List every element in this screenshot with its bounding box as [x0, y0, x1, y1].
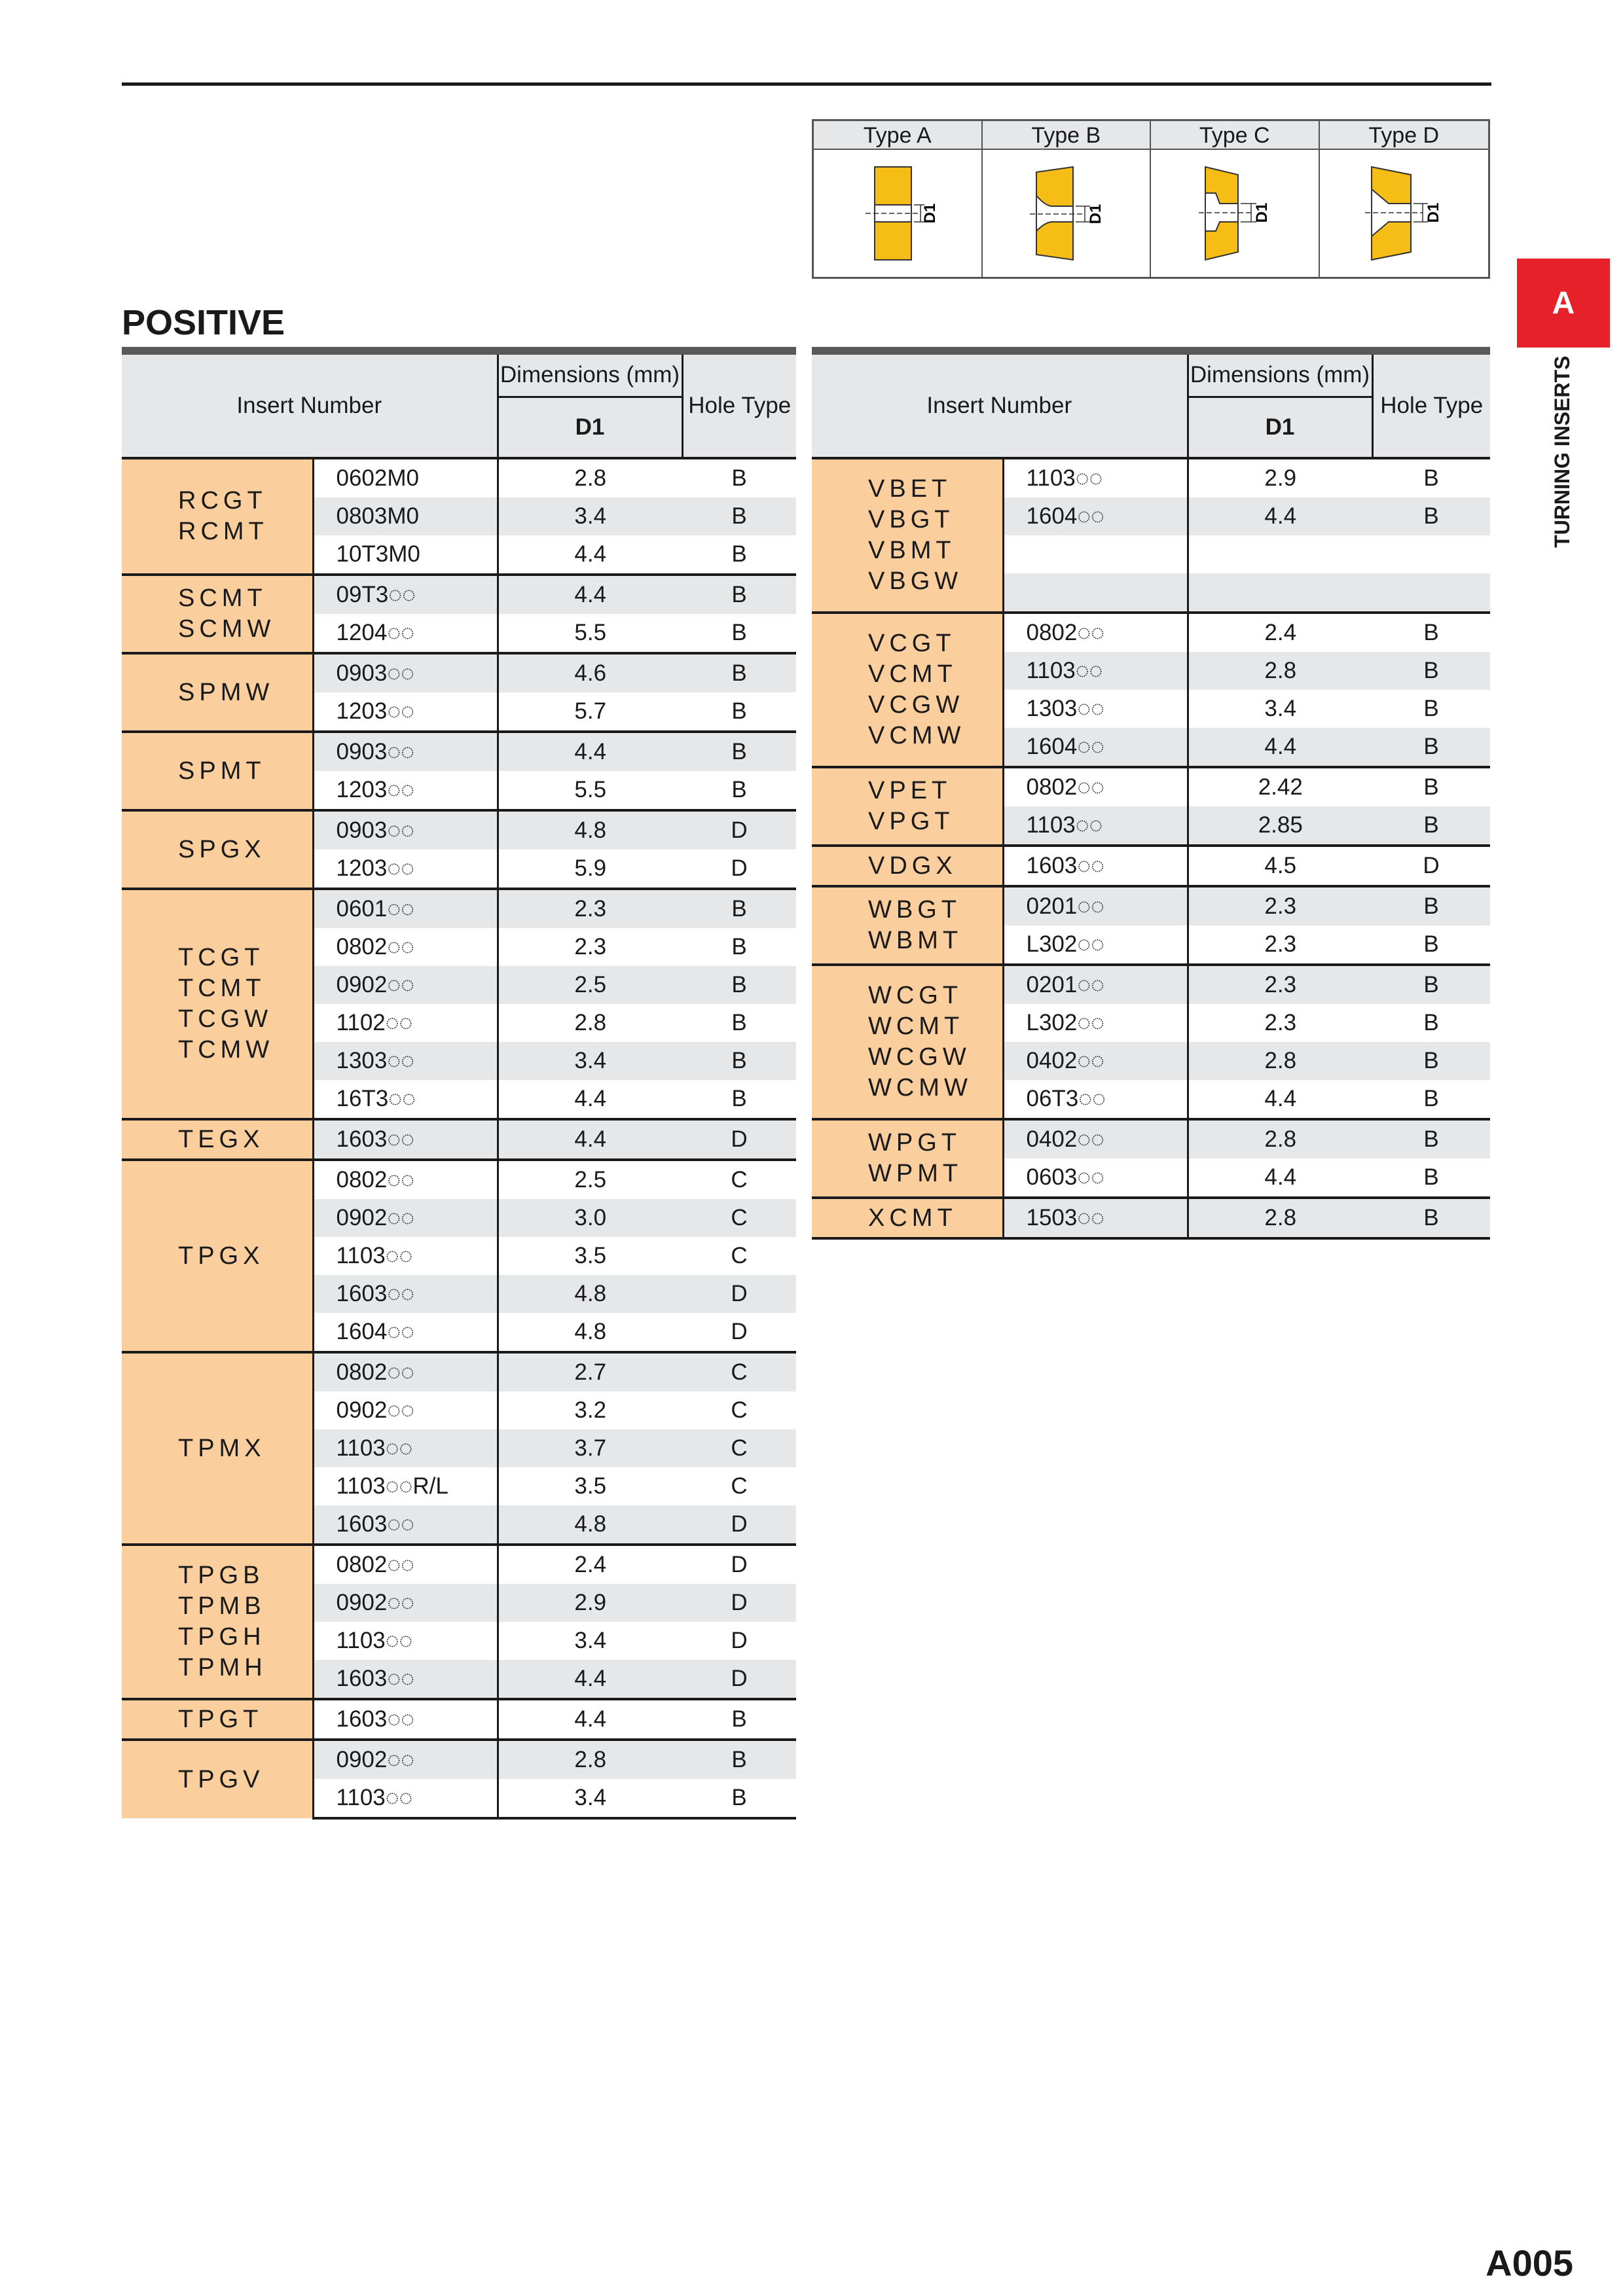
insert-group-name: VCMW — [868, 722, 966, 749]
d1-value: 4.4 — [498, 1660, 682, 1699]
d1-value: 4.8 — [498, 810, 682, 850]
table-row — [122, 732, 796, 771]
table-row — [812, 458, 1490, 497]
d1-value: 2.8 — [498, 1004, 682, 1042]
hole-type: B — [731, 541, 747, 567]
hole-type: B — [1423, 696, 1439, 721]
hole-type: B — [1372, 613, 1490, 652]
insert-number: 0802◌◌ — [313, 1545, 498, 1584]
insert-group-name: TEGX — [178, 1125, 264, 1153]
insert-number: 1103◌◌ — [1003, 458, 1188, 497]
d1-value: 2.3 — [498, 889, 682, 928]
d1-value: 2.3 — [1188, 886, 1372, 925]
d1-value: 4.4 — [498, 1080, 682, 1119]
insert-group-name: WCMW — [868, 1074, 972, 1102]
hole-type: B — [731, 620, 747, 645]
table-row — [122, 1545, 796, 1584]
d1-value: 2.3 — [1188, 965, 1372, 1004]
hole-type: D — [1372, 846, 1490, 886]
insert-group — [122, 575, 313, 653]
hole-type: B — [731, 777, 747, 802]
table-row — [122, 810, 796, 850]
d1-value: 4.5 — [1188, 846, 1372, 886]
insert-number: 0402◌◌ — [1003, 1042, 1188, 1080]
hole-type-legend — [812, 119, 1490, 279]
insert-group-name: WCGT — [868, 982, 963, 1009]
insert-number: 0603◌◌ — [1003, 1158, 1188, 1198]
hole-type: B — [682, 1779, 796, 1818]
insert-number: 1503◌◌ — [1003, 1198, 1188, 1238]
d1-value: 4.6 — [498, 653, 682, 692]
d1-value: 4.4 — [1188, 1158, 1372, 1198]
insert-number: 0802◌◌ — [1003, 613, 1188, 652]
d1-value: 5.5 — [498, 614, 682, 653]
hole-type: B — [1372, 1198, 1490, 1238]
insert-group — [122, 889, 313, 1119]
hole-type: B — [682, 966, 796, 1004]
d1-value: 2.8 — [1188, 1042, 1372, 1080]
type-b-header: Type B — [983, 121, 1152, 150]
d1-value: 2.8 — [498, 1740, 682, 1779]
insert-group — [122, 1740, 313, 1818]
hole-type-header: Hole Type — [682, 351, 796, 458]
d1-value: 3.4 — [1188, 690, 1372, 728]
insert-group-name: SCMT — [178, 584, 267, 612]
hole-type: C — [682, 1160, 796, 1199]
d1-value: 2.8 — [1188, 652, 1372, 690]
insert-number: 0602M0 — [313, 458, 498, 497]
type-d-dim: D1 — [1425, 202, 1443, 223]
insert-number: 1603◌◌ — [1003, 846, 1188, 886]
section-tab[interactable]: A — [1517, 259, 1610, 348]
d1-value: 3.4 — [498, 1042, 682, 1080]
type-d-header: Type D — [1320, 121, 1489, 150]
insert-number: 16T3◌◌ — [313, 1080, 498, 1119]
insert-group — [122, 732, 313, 810]
table-row — [122, 1119, 796, 1160]
d1-value: 2.4 — [1188, 613, 1372, 652]
insert-number: 0902◌◌ — [313, 1391, 498, 1429]
hole-type: B — [731, 934, 747, 960]
insert-number: 1604◌◌ — [313, 1313, 498, 1352]
insert-group-name: TPGT — [178, 1705, 263, 1733]
hole-type: D — [682, 1584, 796, 1622]
insert-group-name: VBET — [868, 475, 952, 503]
insert-group — [122, 1119, 313, 1160]
dimensions-header: Dimensions (mm) — [1188, 351, 1372, 397]
d1-value: 2.7 — [498, 1352, 682, 1391]
insert-group-name: WPMT — [868, 1160, 963, 1187]
table-row — [122, 1352, 796, 1391]
table-row — [122, 458, 796, 497]
insert-group-name: TPGV — [178, 1765, 264, 1793]
hole-type: B — [1372, 728, 1490, 767]
hole-type: C — [682, 1352, 796, 1391]
d1-value: 3.4 — [498, 497, 682, 535]
hole-type: D — [682, 810, 796, 850]
d1-value: 4.4 — [1188, 497, 1372, 535]
insert-number: 1103◌◌ — [313, 1429, 498, 1467]
table-row — [812, 613, 1490, 652]
hole-type: B — [731, 698, 747, 724]
d1-value: 2.42 — [1188, 767, 1372, 806]
insert-number: 1103◌◌ — [1003, 652, 1188, 690]
insert-group-name: VCGT — [868, 630, 956, 657]
insert-group-name: VDGX — [868, 852, 957, 880]
hole-type: B — [1372, 886, 1490, 925]
type-b-diagram — [983, 150, 1152, 277]
insert-number: 1102◌◌ — [313, 1004, 498, 1042]
top-rule — [122, 82, 1491, 86]
section-heading: POSITIVE — [122, 303, 285, 342]
insert-group-name: TPGX — [178, 1242, 264, 1270]
insert-group-name: VBMT — [868, 537, 956, 564]
insert-group-name: RCGT — [178, 487, 267, 514]
insert-number: 06T3◌◌ — [1003, 1080, 1188, 1119]
insert-group-name: WCGW — [868, 1043, 971, 1071]
insert-group — [812, 1198, 1003, 1238]
insert-number — [1003, 573, 1188, 613]
insert-number: 1604◌◌ — [1003, 728, 1188, 767]
insert-group — [122, 1160, 313, 1352]
insert-group-name: VBGW — [868, 567, 963, 595]
table-row — [812, 767, 1490, 806]
insert-group-name: SCMW — [178, 615, 276, 643]
d1-value: 2.8 — [1188, 1198, 1372, 1238]
insert-number: L302◌◌ — [1003, 925, 1188, 965]
insert-number: 1603◌◌ — [313, 1660, 498, 1699]
insert-group-name: SPMW — [178, 678, 274, 706]
d1-value: 2.4 — [498, 1545, 682, 1584]
hole-type: B — [1372, 497, 1490, 535]
insert-group-name: SPMT — [178, 757, 266, 785]
insert-group-name: TPGH — [178, 1623, 266, 1651]
table-row — [122, 575, 796, 614]
insert-number: 1303◌◌ — [313, 1042, 498, 1080]
type-a-diagram — [814, 150, 983, 277]
insert-group-name: WBMT — [868, 927, 963, 954]
insert-number: L302◌◌ — [1003, 1004, 1188, 1042]
hole-type: B — [731, 1086, 747, 1111]
insert-number: 1203◌◌ — [313, 771, 498, 810]
insert-number: 1103◌◌ — [1003, 806, 1188, 846]
d1-value: 2.3 — [1188, 1004, 1372, 1042]
table-row — [812, 1119, 1490, 1158]
insert-group-name: TPMB — [178, 1592, 266, 1620]
d1-value: 4.4 — [498, 575, 682, 614]
insert-group-name: TPMX — [178, 1434, 266, 1462]
insert-number: 0903◌◌ — [313, 732, 498, 771]
insert-number: 1103◌◌ — [313, 1237, 498, 1275]
insert-number: 0902◌◌ — [313, 966, 498, 1004]
insert-group — [812, 1119, 1003, 1198]
hole-type: B — [1423, 465, 1439, 491]
table-row — [122, 1699, 796, 1740]
insert-number: 1303◌◌ — [1003, 690, 1188, 728]
d1-value: 2.85 — [1188, 806, 1372, 846]
hole-type — [1372, 535, 1490, 573]
hole-type: B — [682, 1042, 796, 1080]
insert-number: 0402◌◌ — [1003, 1119, 1188, 1158]
insert-group — [812, 767, 1003, 846]
hole-type: D — [682, 1275, 796, 1313]
insert-group-name: WCMT — [868, 1013, 964, 1040]
insert-group — [122, 1545, 313, 1699]
d1-value: 3.4 — [498, 1622, 682, 1660]
d1-value — [1188, 573, 1372, 613]
insert-number: 0902◌◌ — [313, 1199, 498, 1237]
insert-group-name: TPMH — [178, 1654, 267, 1681]
insert-group-name: VCMT — [868, 660, 957, 688]
d1-header: D1 — [1188, 397, 1372, 458]
d1-value: 4.4 — [1188, 728, 1372, 767]
insert-group — [122, 458, 313, 575]
insert-number: 0902◌◌ — [313, 1740, 498, 1779]
insert-group-name: XCMT — [868, 1204, 957, 1232]
insert-number: 1603◌◌ — [313, 1119, 498, 1160]
hole-type: B — [1423, 931, 1439, 957]
page-number: A005 — [1486, 2242, 1573, 2284]
insert-number: 0601◌◌ — [313, 889, 498, 928]
insert-number: 10T3M0 — [313, 535, 498, 575]
d1-value: 3.5 — [498, 1237, 682, 1275]
d1-value: 4.4 — [1188, 1080, 1372, 1119]
hole-type: B — [1372, 1119, 1490, 1158]
insert-group-name: TCMT — [178, 975, 266, 1002]
d1-value: 4.8 — [498, 1505, 682, 1545]
hole-type-header: Hole Type — [1372, 351, 1490, 458]
insert-number: 0802◌◌ — [313, 928, 498, 966]
insert-group-name: TCGT — [178, 944, 264, 971]
d1-value: 4.4 — [498, 1699, 682, 1740]
insert-group-name: SPGX — [178, 835, 266, 863]
hole-type: D — [682, 1660, 796, 1699]
insert-group-name: VCGW — [868, 691, 964, 719]
d1-value: 2.3 — [1188, 925, 1372, 965]
insert-group-name: TCMW — [178, 1036, 274, 1064]
hole-type: B — [682, 653, 796, 692]
table-row — [122, 653, 796, 692]
insert-group — [812, 613, 1003, 767]
hole-type: B — [682, 575, 796, 614]
insert-number: 0803M0 — [313, 497, 498, 535]
hole-type: B — [1423, 1086, 1439, 1111]
d1-value: 4.8 — [498, 1313, 682, 1352]
insert-number: 0802◌◌ — [313, 1160, 498, 1199]
type-c-diagram — [1151, 150, 1320, 277]
hole-type: B — [1423, 1010, 1439, 1035]
insert-group-name: VPGT — [868, 808, 955, 835]
insert-group-name: WBGT — [868, 896, 961, 924]
d1-value: 5.9 — [498, 850, 682, 889]
dimensions-header: Dimensions (mm) — [498, 351, 682, 397]
d1-value: 2.5 — [498, 1160, 682, 1199]
type-d-diagram — [1320, 150, 1489, 277]
type-c-dim: D1 — [1252, 202, 1271, 223]
table-row — [122, 1740, 796, 1779]
d1-value: 3.2 — [498, 1391, 682, 1429]
hole-type: B — [731, 1010, 747, 1035]
d1-value: 3.5 — [498, 1467, 682, 1505]
insert-number: 1604◌◌ — [1003, 497, 1188, 535]
insert-number — [1003, 535, 1188, 573]
d1-value: 5.5 — [498, 771, 682, 810]
d1-value: 2.9 — [1188, 458, 1372, 497]
insert-group-name: TCGW — [178, 1005, 273, 1033]
insert-number: 1603◌◌ — [313, 1699, 498, 1740]
hole-type: D — [731, 855, 748, 881]
insert-group — [122, 1699, 313, 1740]
right-insert-table — [812, 347, 1490, 1240]
insert-group — [812, 458, 1003, 613]
table-row — [122, 889, 796, 928]
hole-type: C — [731, 1473, 748, 1499]
d1-value: 3.0 — [498, 1199, 682, 1237]
insert-number: 0201◌◌ — [1003, 965, 1188, 1004]
d1-value — [1188, 535, 1372, 573]
insert-number: 0902◌◌ — [313, 1584, 498, 1622]
hole-type: B — [682, 497, 796, 535]
hole-type: B — [682, 889, 796, 928]
insert-number: 1603◌◌ — [313, 1275, 498, 1313]
hole-type: D — [682, 1545, 796, 1584]
insert-group — [122, 1352, 313, 1545]
hole-type: B — [1423, 1164, 1439, 1190]
insert-number: 1103◌◌ — [313, 1622, 498, 1660]
insert-number: 09T3◌◌ — [313, 575, 498, 614]
insert-group-name: RCMT — [178, 518, 268, 545]
insert-group-name: VBGT — [868, 506, 955, 533]
hole-type: B — [682, 732, 796, 771]
table-row — [812, 846, 1490, 886]
insert-group-name: TPGB — [178, 1562, 264, 1589]
insert-number: 1103◌◌ — [313, 1779, 498, 1818]
table-row — [812, 965, 1490, 1004]
d1-value: 4.4 — [498, 732, 682, 771]
insert-number: 0903◌◌ — [313, 653, 498, 692]
hole-type: D — [682, 1119, 796, 1160]
hole-type: B — [731, 465, 747, 491]
hole-type: D — [682, 1505, 796, 1545]
hole-type: B — [1372, 1042, 1490, 1080]
insert-group — [812, 846, 1003, 886]
hole-type: B — [1372, 767, 1490, 806]
d1-value: 2.8 — [498, 458, 682, 497]
hole-type: C — [731, 1243, 748, 1268]
insert-group — [812, 965, 1003, 1119]
table-row — [812, 1198, 1490, 1238]
type-a-header: Type A — [814, 121, 983, 150]
d1-value: 3.4 — [498, 1779, 682, 1818]
table-row — [122, 1160, 796, 1199]
insert-number: 0201◌◌ — [1003, 886, 1188, 925]
d1-value: 4.4 — [498, 1119, 682, 1160]
insert-number: 1203◌◌ — [313, 692, 498, 732]
insert-number: 0802◌◌ — [1003, 767, 1188, 806]
hole-type: B — [682, 1699, 796, 1740]
d1-value: 4.8 — [498, 1275, 682, 1313]
d1-value: 5.7 — [498, 692, 682, 732]
d1-value: 4.4 — [498, 535, 682, 575]
hole-type: B — [1372, 965, 1490, 1004]
hole-type: B — [1372, 652, 1490, 690]
hole-type: C — [731, 1397, 748, 1423]
type-a-dim: D1 — [921, 203, 939, 224]
insert-group — [812, 886, 1003, 965]
insert-number: 0903◌◌ — [313, 810, 498, 850]
hole-type: B — [1372, 806, 1490, 846]
hole-type — [1372, 573, 1490, 613]
hole-type: D — [731, 1628, 748, 1653]
insert-number: 1204◌◌ — [313, 614, 498, 653]
left-insert-table — [122, 347, 796, 1820]
insert-number: 0802◌◌ — [313, 1352, 498, 1391]
table-row — [812, 886, 1490, 925]
d1-header: D1 — [498, 397, 682, 458]
d1-value: 2.8 — [1188, 1119, 1372, 1158]
hole-type: C — [682, 1199, 796, 1237]
hole-type: D — [731, 1319, 748, 1344]
insert-group — [122, 810, 313, 889]
d1-value: 2.5 — [498, 966, 682, 1004]
hole-type: C — [682, 1429, 796, 1467]
insert-number-header: Insert Number — [122, 351, 498, 458]
type-c-header: Type C — [1151, 121, 1320, 150]
d1-value: 2.9 — [498, 1584, 682, 1622]
type-b-dim: D1 — [1087, 204, 1105, 224]
insert-group — [122, 653, 313, 732]
insert-group-name: VPET — [868, 777, 952, 804]
insert-number: 1203◌◌ — [313, 850, 498, 889]
hole-type: B — [682, 1740, 796, 1779]
d1-value: 3.7 — [498, 1429, 682, 1467]
insert-number: 1603◌◌ — [313, 1505, 498, 1545]
insert-number-header: Insert Number — [812, 351, 1188, 458]
d1-value: 2.3 — [498, 928, 682, 966]
insert-group-name: WPGT — [868, 1129, 961, 1157]
insert-number: 1103◌◌R/L — [313, 1467, 498, 1505]
